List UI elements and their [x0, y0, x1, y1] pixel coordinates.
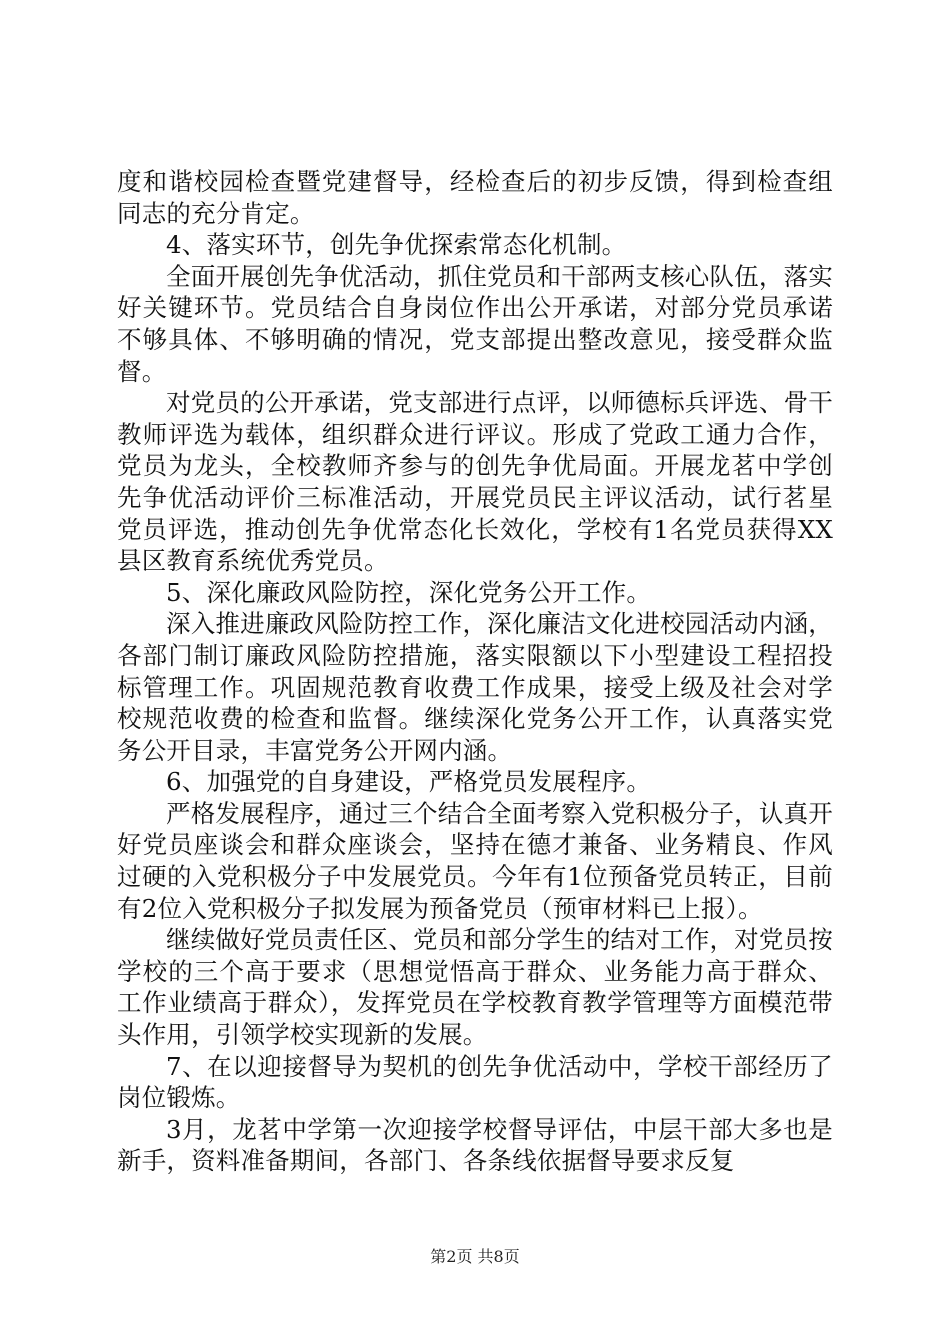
section-heading-7: 7、在以迎接督导为契机的创先争优活动中，学校干部经历了岗位锻炼。 — [117, 1051, 833, 1113]
paragraph: 严格发展程序，通过三个结合全面考察入党积极分子，认真开好党员座谈会和群众座谈会，坚持在德才兼备、业务精良、作风过硬的入党积极分子中发展党员。今年有1位预备党员转正，目前有2位入党积极分子拟发展为预备党员（预审材料已上报）。 — [117, 798, 833, 923]
paragraph: 全面开展创先争优活动，抓住党员和干部两支核心队伍，落实好关键环节。党员结合自身岗位作出公开承诺，对部分党员承诺不够具体、不够明确的情况，党支部提出整改意见，接受群众监督。 — [117, 261, 833, 386]
document-body — [117, 166, 833, 1177]
page-footer: 第2页 共8页 — [430, 1247, 520, 1266]
paragraph: 3月，龙茗中学第一次迎接学校督导评估，中层干部大多也是新手，资料准备期间，各部门、各条线依据督导要求反复 — [117, 1114, 833, 1176]
section-heading-5: 5、深化廉政风险防控，深化党务公开工作。 — [166, 577, 652, 607]
section-heading-6: 6、加强党的自身建设，严格党员发展程序。 — [166, 767, 652, 797]
paragraph: 对党员的公开承诺，党支部进行点评，以师德标兵评选、骨干教师评选为载体，组织群众进行评议。形成了党政工通力合作，党员为龙头，全校教师齐参与的创先争优局面。开展龙茗中学创先争优活动评价三标准活动，开展党员民主评议活动，试行茗星党员评选，推动创先争优常态化长效化，学校有1名党员获得XX县区教育系统优秀党员。 — [117, 388, 833, 576]
paragraph: 深入推进廉政风险防控工作，深化廉洁文化进校园活动内涵，各部门制订廉政风险防控措施，落实限额以下小型建设工程招投标管理工作。巩固规范教育收费工作成果，接受上级及社会对学校规范收费的检查和监督。继续深化党务公开工作，认真落实党务公开目录，丰富党务公开网内涵。 — [117, 609, 833, 765]
paragraph: 度和谐校园检查暨党建督导，经检查后的初步反馈，得到检查组同志的充分肯定。 — [117, 167, 833, 228]
paragraph: 继续做好党员责任区、党员和部分学生的结对工作，对党员按学校的三个高于要求（思想觉悟高于群众、业务能力高于群众、工作业绩高于群众），发挥党员在学校教育教学管理等方面模范带头作用，引领学校实现新的发展。 — [117, 925, 833, 1050]
section-heading-4: 4、落实环节，创先争优探索常态化机制。 — [166, 230, 627, 260]
